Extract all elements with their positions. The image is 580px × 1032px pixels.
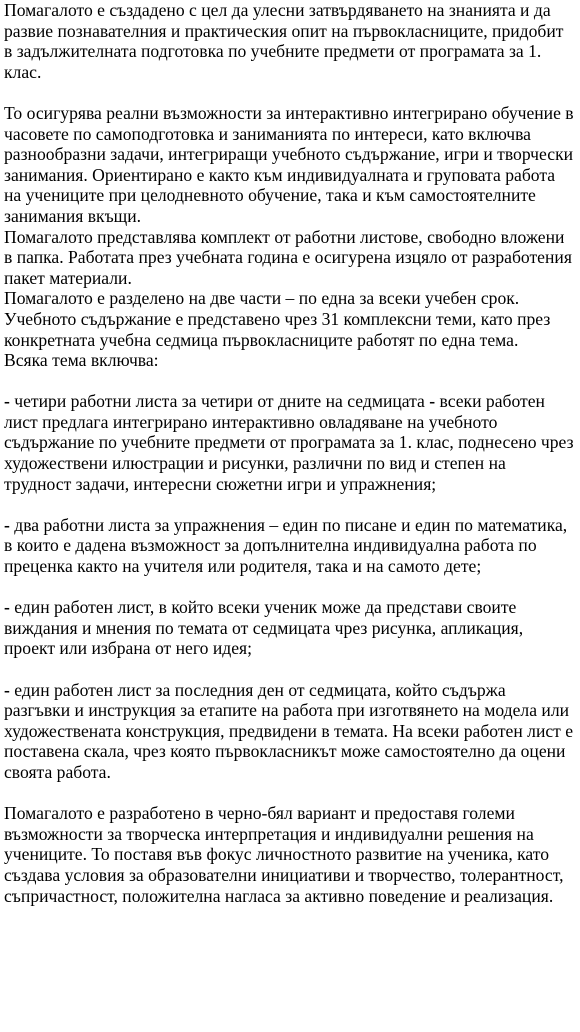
paragraph-worksheets: Помагалото представлява комплект от работни листове, свободно вложени в папка. Работата през учебната година е осигурена изцяло от разработения пакет материали. xyxy=(4,226,572,288)
list-item xyxy=(4,680,574,783)
list-item xyxy=(4,597,574,659)
list-dash: - xyxy=(4,679,10,700)
list-dash: - xyxy=(4,391,10,412)
list-item-text: всеки работен лист предлага интегрирано интерактивно овладяване на учебното съдържание по учебните предмети от програмата за 1. клас, поднесено чрез художествени илюстрации и рисунки, различни по вид и степен на трудност задачи, интересни сюжетни игри и упражнения; xyxy=(4,391,574,494)
list-item-text: четири работни листа за четири от дните на седмицата xyxy=(9,391,430,412)
intro-paragraph: Помагалото е създадено с цел да улесни затвърдяването на знанията и да развие познавателния и практическия опит на първокласниците, придобит в задължителната подготовка по учебните предмети от програмата за 1. клас. xyxy=(4,0,564,82)
list-dash: - xyxy=(4,597,10,618)
list-item xyxy=(4,515,574,577)
list-item xyxy=(4,391,574,494)
paragraph-parts: Помагалото е разделено на две части – по една за всеки учебен срок. Учебното съдържание е представено чрез 31 комплексни теми, като през конкретната учебна седмица първокласниците работят по една тема. xyxy=(4,288,551,350)
list-dash: - xyxy=(4,514,10,535)
list-item-text: два работни листа за упражнения – един по писане и един по математика, в които е дадена възможност за допълнителна индивидуална работа по преценка както на учителя или родителя, така и на самото дете; xyxy=(4,514,568,577)
closing-paragraph: Помагалото е разработено в черно-бял вариант и предоставя големи възможности за творческа интерпретация и индивидуални решения на учениците. То поставя във фокус личностното развитие на ученика, като създава условия за образователни инициативи и творчество, толерантност, съпричастност, положителна нагласа за активно поведение и реализация. xyxy=(4,803,564,906)
list-item-text: един работен лист за последния ден от седмицата, който съдържа разгъвки и инструкция за етапите на работа при изготвянето на модела или художествената конструкция, предвидени в темата. На всеки работен лист е поставена скала, чрез която първокласникът може самостоятелно да оцени своята работа. xyxy=(4,679,574,782)
list-item-text: един работен лист, в който всеки ученик може да представи своите виждания и мнения по темата от седмицата чрез рисунка, апликация, проект или избрана от него идея; xyxy=(4,597,524,659)
list-heading: Всяка тема включва: xyxy=(4,350,159,371)
list-dash: - xyxy=(429,391,436,412)
paragraph-interactive-learning: То осигурява реални възможности за интерактивно интегрирано обучение в часовете по самоподготовка и заниманията по интереси, като включва разнообразни задачи, интегриращи учебното съдържание, игри и творчески занимания. Ориентирано е както към индивидуалната и груповата работа на учениците при целодневното обучение, така и към самостоятелните занимания вкъщи. xyxy=(4,102,574,226)
